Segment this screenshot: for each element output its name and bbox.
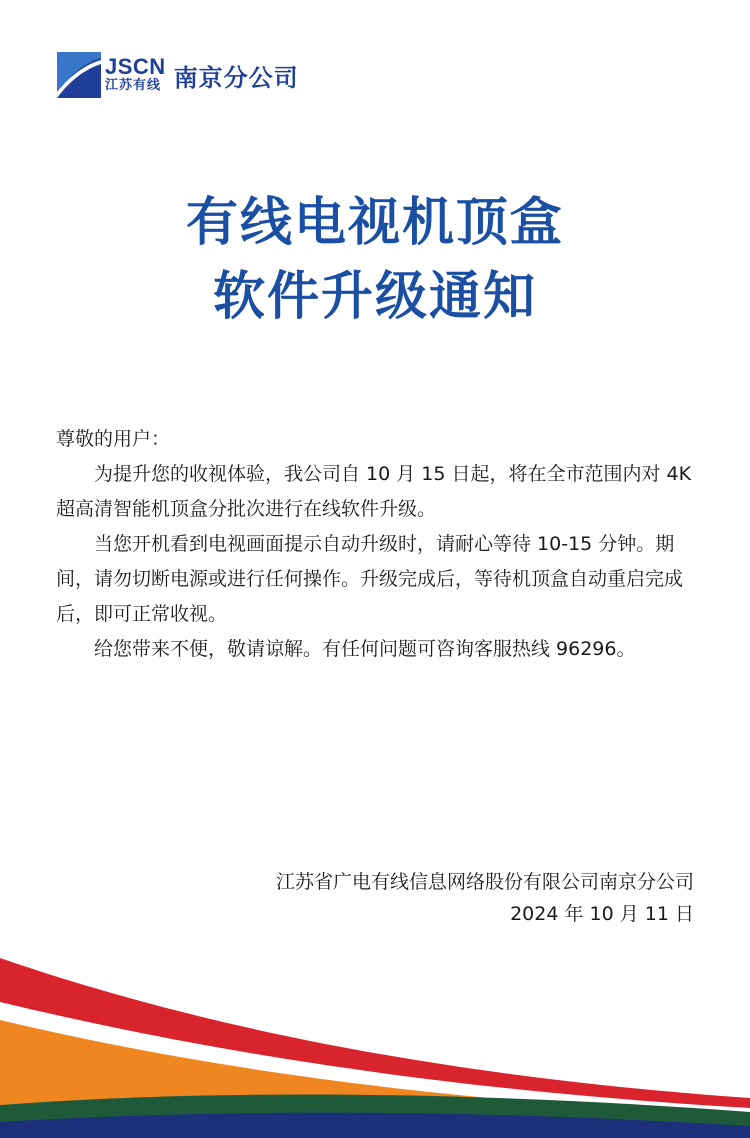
signature-block	[276, 866, 694, 930]
signature-company: 江苏省广电有线信息网络股份有限公司南京分公司	[275, 871, 694, 893]
notice-title	[0, 186, 750, 334]
logo-english-text: JSCN	[105, 54, 166, 79]
paragraph-upgrade-instructions: 当您开机看到电视画面提示自动升级时，请耐心等待 10-15 分钟。期间，请勿切断电源或进行任何操作。升级完成后，等待机顶盒自动重启完成后，即可正常收视。	[56, 533, 684, 625]
branch-name: 南京分公司	[173, 63, 299, 92]
jscn-logo-icon	[57, 52, 101, 98]
paragraph-upgrade-schedule: 为提升您的收视体验，我公司自 10 月 15 日起，将在全市范围内对 4K 超高清智能机顶盒分批次进行在线软件升级。	[56, 463, 692, 520]
decorative-waves	[0, 940, 750, 1138]
notice-body	[56, 422, 696, 667]
signature-date: 2024 年 10 月 11 日	[510, 903, 694, 925]
greeting: 尊敬的用户：	[56, 428, 171, 450]
title-line-1: 有线电视机顶盒	[185, 193, 564, 253]
company-logo	[57, 52, 299, 98]
paragraph-apology-hotline: 给您带来不便，敬请谅解。有任何问题可咨询客服热线 96296。	[94, 638, 636, 660]
title-line-2: 软件升级通知	[212, 267, 537, 327]
logo-chinese-text: 江苏有线	[105, 78, 162, 93]
